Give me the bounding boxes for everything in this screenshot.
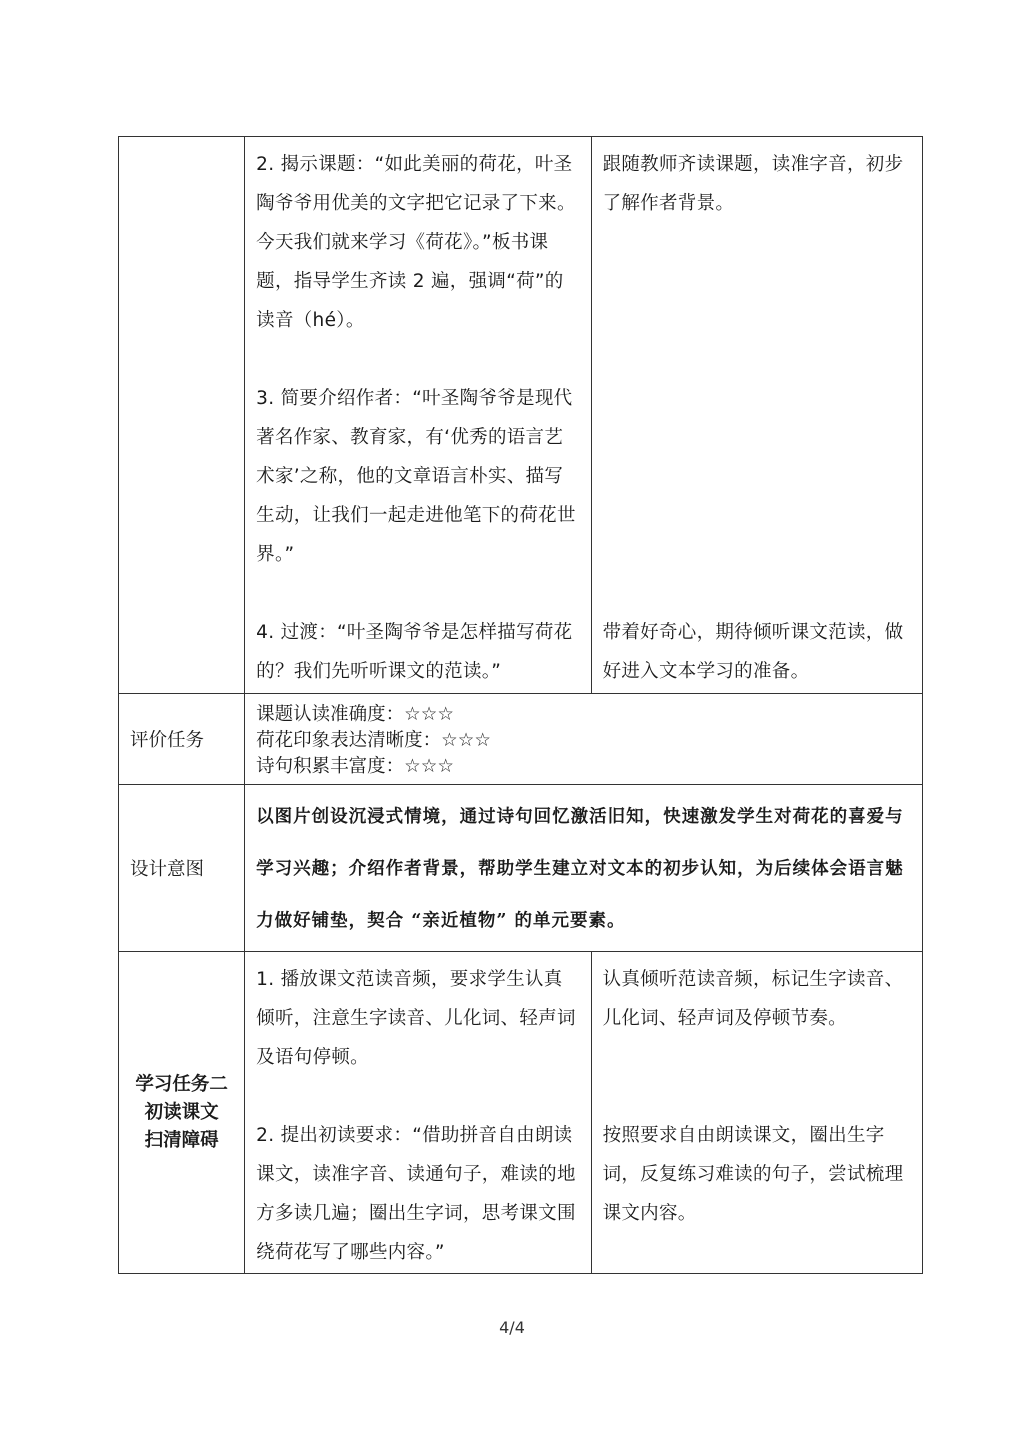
teacher-step-3: 3. 简要介绍作者：“叶圣陶爷爷是现代著名作家、教育家，有‘优秀的语言艺术家’之称，他的文章语言朴实、描写生动，让我们一起走进他笔下的荷花世界。” [256,388,576,565]
design-label: 设计意图 [130,859,205,880]
task2-teacher-step-2: 2. 提出初读要求：“借助拼音自由朗读课文，读准字音、读通句子，难读的地方多读几遍；圈出生字词，思考课文围绕荷花写了哪些内容。” [256,1125,576,1263]
design-intent-row [119,785,923,952]
teacher-activity-cell [245,137,591,694]
evaluation-label: 评价任务 [130,730,205,751]
task2-label-line-1: 学习任务二 [135,1073,228,1095]
task1-label-cell [119,137,245,694]
student-activity-a: 跟随教师齐读课题，读准字音，初步了解作者背景。 [602,154,904,214]
student-activity-b: 带着好奇心，期待倾听课文范读，做好进入文本学习的准备。 [602,622,904,682]
design-label-cell [119,785,245,952]
task2-row [119,952,923,1274]
task2-label-line-2: 初读课文 [144,1101,219,1123]
task2-student-activity-a: 认真倾听范读音频，标记生字读音、儿化词、轻声词及停顿节奏。 [602,969,904,1029]
lesson-plan-table [118,136,923,1274]
task2-student-cell [591,952,922,1274]
design-content-cell [245,785,923,952]
evaluation-label-cell [119,694,245,785]
evaluation-line-2: 荷花印象表达清晰度：☆☆☆ [256,730,491,751]
teacher-step-4: 4. 过渡：“叶圣陶爷爷是怎样描写荷花的？我们先听听课文的范读。” [256,622,573,682]
evaluation-line-1: 课题认读准确度：☆☆☆ [256,704,454,725]
task2-label-cell [119,952,245,1274]
task2-student-activity-b: 按照要求自由朗读课文，圈出生字词，反复练习难读的句子，尝试梳理课文内容。 [602,1125,904,1224]
design-intent-text: 以图片创设沉浸式情境，通过诗句回忆激活旧知，快速激发学生对荷花的喜爱与学习兴趣；介绍作者背景，帮助学生建立对文本的初步认知，为后续体会语言魅力做好铺垫，契合 “亲近植物” 的单元要素。 [256,807,904,931]
task2-teacher-cell [245,952,591,1274]
evaluation-content-cell [245,694,923,785]
task1-row [119,137,923,694]
task2-label [119,1071,244,1155]
page-number: 4/4 [499,1318,525,1337]
student-activity-cell [591,137,922,694]
evaluation-row [119,694,923,785]
task2-label-line-3: 扫清障碍 [144,1129,219,1151]
teacher-step-2: 2. 揭示课题：“如此美丽的荷花，叶圣陶爷爷用优美的文字把它记录了下来。今天我们就来学习《荷花》。”板书课题，指导学生齐读 2 遍，强调“荷”的读音（hé）。 [256,154,576,331]
evaluation-line-3: 诗句积累丰富度：☆☆☆ [256,756,454,777]
task2-teacher-step-1: 1. 播放课文范读音频，要求学生认真倾听，注意生字读音、儿化词、轻声词及语句停顿。 [256,969,576,1068]
